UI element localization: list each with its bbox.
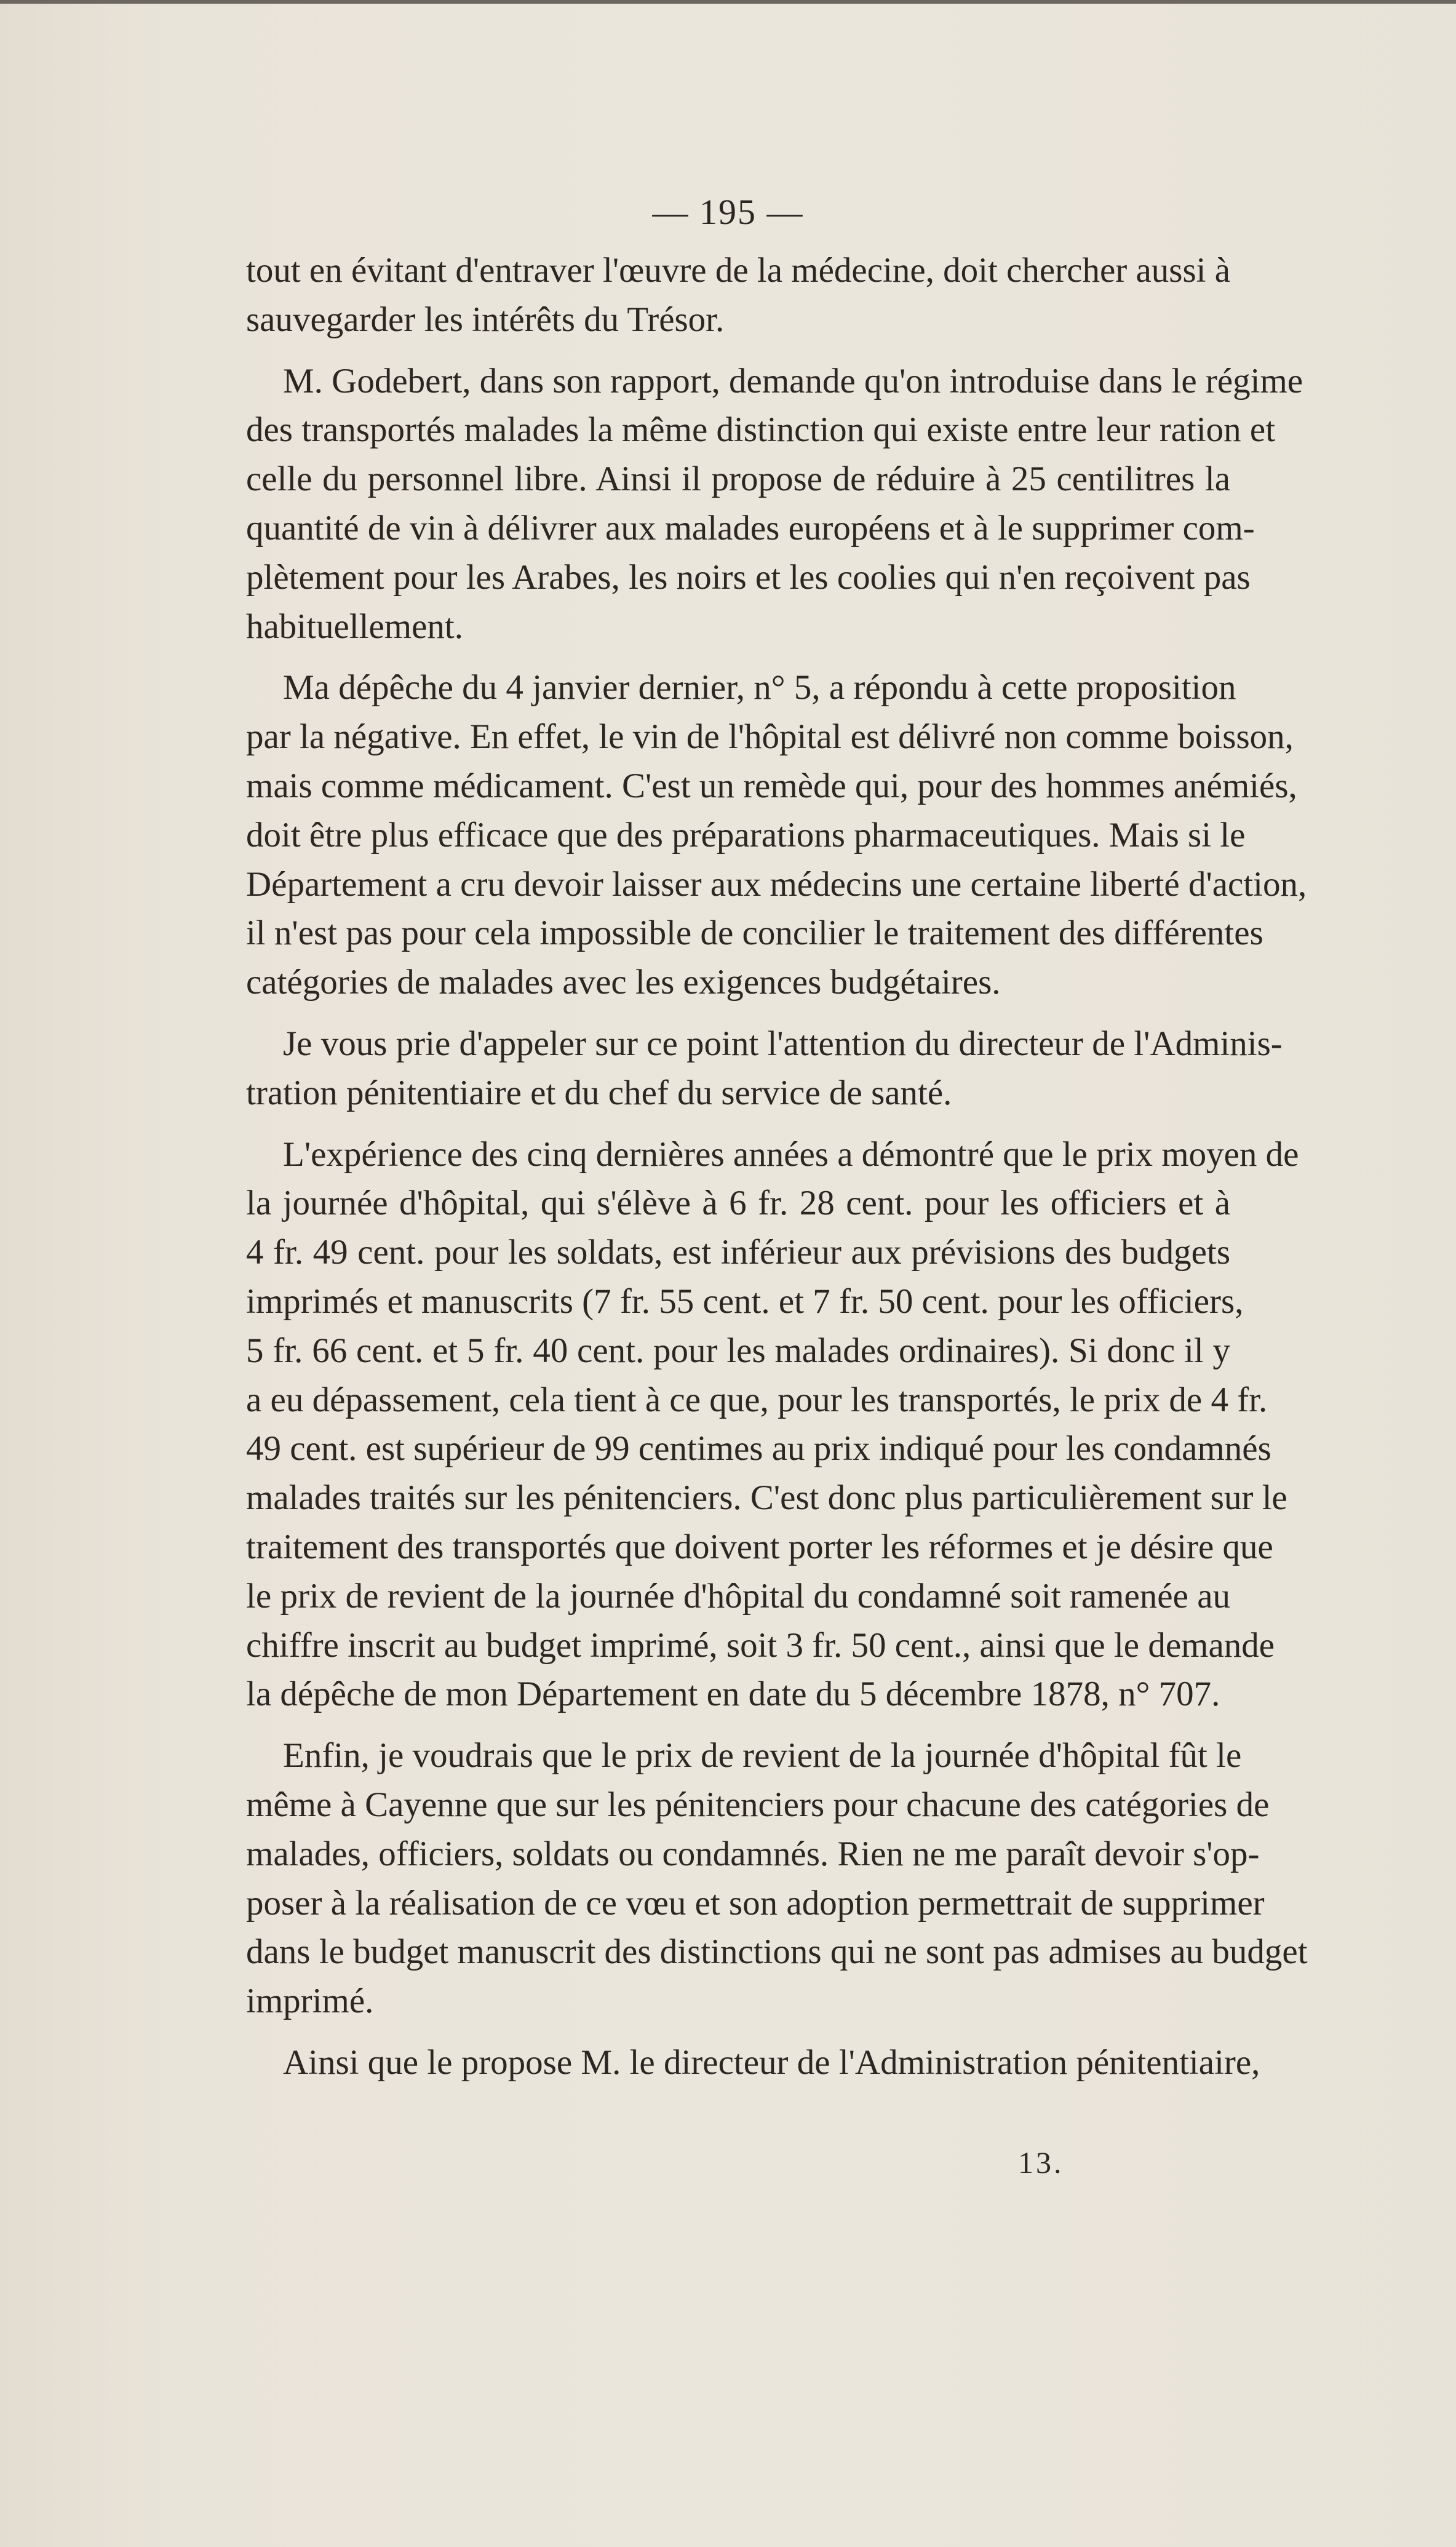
text-line: Ainsi que le propose M. le directeur de l'Administration pénitentiaire, [283, 2043, 1260, 2082]
text-line: des transportés malades la même distinction qui existe entre leur ration et [246, 410, 1276, 450]
text-line: 5 fr. 66 cent. et 5 fr. 40 cent. pour les malades ordinaires). Si donc il y [246, 1331, 1230, 1370]
text-line: plètement pour les Arabes, les noirs et les coolies qui n'en reçoivent pas [246, 557, 1251, 597]
text-line: 49 cent. est supérieur de 99 centimes au prix indiqué pour les condamnés [246, 1429, 1271, 1469]
text-line: la journée d'hôpital, qui s'élève à 6 fr. 28 cent. pour les officiers et à [246, 1184, 1230, 1223]
text-line: traitement des transportés que doivent porter les réformes et je désire que [246, 1527, 1273, 1566]
signature-mark: 13. [1018, 2145, 1064, 2180]
text-line: celle du personnel libre. Ainsi il propose de réduire à 25 centilitres la [246, 460, 1230, 499]
text-line: par la négative. En effet, le vin de l'hôpital est délivré non comme boisson, [246, 717, 1294, 757]
text-line: le prix de revient de la journée d'hôpital du condamné soit ramenée au [246, 1576, 1230, 1616]
text-line: tout en évitant d'entraver l'œuvre de la médecine, doit chercher aussi à [246, 251, 1231, 290]
text-line: M. Godebert, dans son rapport, demande qu'on introduise dans le régime [283, 361, 1303, 401]
text-line: Département a cru devoir laisser aux médecins une certaine liberté d'action, [246, 864, 1307, 904]
text-line: tration pénitentiaire et du chef du service de santé. [246, 1073, 952, 1112]
text-line: même à Cayenne que sur les pénitenciers pour chacune des catégories de [246, 1785, 1270, 1824]
text-line: Ma dépêche du 4 janvier dernier, n° 5, a répondu à cette proposition [283, 668, 1236, 708]
paragraph-4 [246, 1019, 1283, 1118]
text-line: doit être plus efficace que des préparations pharmaceutiques. Mais si le [246, 815, 1246, 855]
text-line: Enfin, je voudrais que le prix de revient de la journée d'hôpital fût le [283, 1736, 1242, 1776]
text-line: 4 fr. 49 cent. pour les soldats, est inférieur aux prévisions des budgets [246, 1233, 1230, 1272]
paragraph-3 [246, 663, 1307, 1007]
paragraph-7 [246, 2038, 1260, 2087]
page-number: — 195 — [652, 192, 804, 232]
text-line: malades, officiers, soldats ou condamnés. Rien ne me paraît devoir s'op- [246, 1834, 1260, 1873]
text-line: chiffre inscrit au budget imprimé, soit 3 fr. 50 cent., ainsi que le demande [246, 1625, 1275, 1665]
text-line: poser à la réalisation de ce vœu et son adoption permettrait de supprimer [246, 1883, 1265, 1923]
paragraph-5 [246, 1130, 1299, 1720]
text-line: Je vous prie d'appeler sur ce point l'attention du directeur de l'Adminis- [283, 1024, 1283, 1063]
text-line: il n'est pas pour cela impossible de concilier le traitement des différentes [246, 914, 1263, 953]
text-line: L'expérience des cinq dernières années a démontré que le prix moyen de [283, 1134, 1299, 1174]
text-line: dans le budget manuscrit des distinctions qui ne sont pas admises au budget [246, 1932, 1308, 1972]
text-line: habituellement. [246, 607, 463, 646]
paragraph-1 [246, 246, 1230, 345]
paragraph-2 [246, 357, 1303, 652]
text-line: imprimés et manuscrits (7 fr. 55 cent. et 7 fr. 50 cent. pour les officiers, [246, 1281, 1244, 1321]
page-top-edge [0, 0, 1456, 4]
text-line: la dépêche de mon Département en date du 5 décembre 1878, n° 707. [246, 1675, 1220, 1714]
paragraph-6 [246, 1731, 1308, 2026]
text-line: a eu dépassement, cela tient à ce que, pour les transportés, le prix de 4 fr. [246, 1380, 1268, 1419]
text-line: quantité de vin à délivrer aux malades européens et à le supprimer com- [246, 508, 1255, 548]
text-line: sauvegarder les intérêts du Trésor. [246, 300, 725, 339]
text-line: catégories de malades avec les exigences budgétaires. [246, 963, 1001, 1002]
body-text [246, 246, 1308, 2087]
text-line: mais comme médicament. C'est un remède qui, pour des hommes anémiés, [246, 766, 1297, 805]
text-line: imprimé. [246, 1982, 374, 2021]
text-line: malades traités sur les pénitenciers. C'est donc plus particulièrement sur le [246, 1478, 1287, 1518]
